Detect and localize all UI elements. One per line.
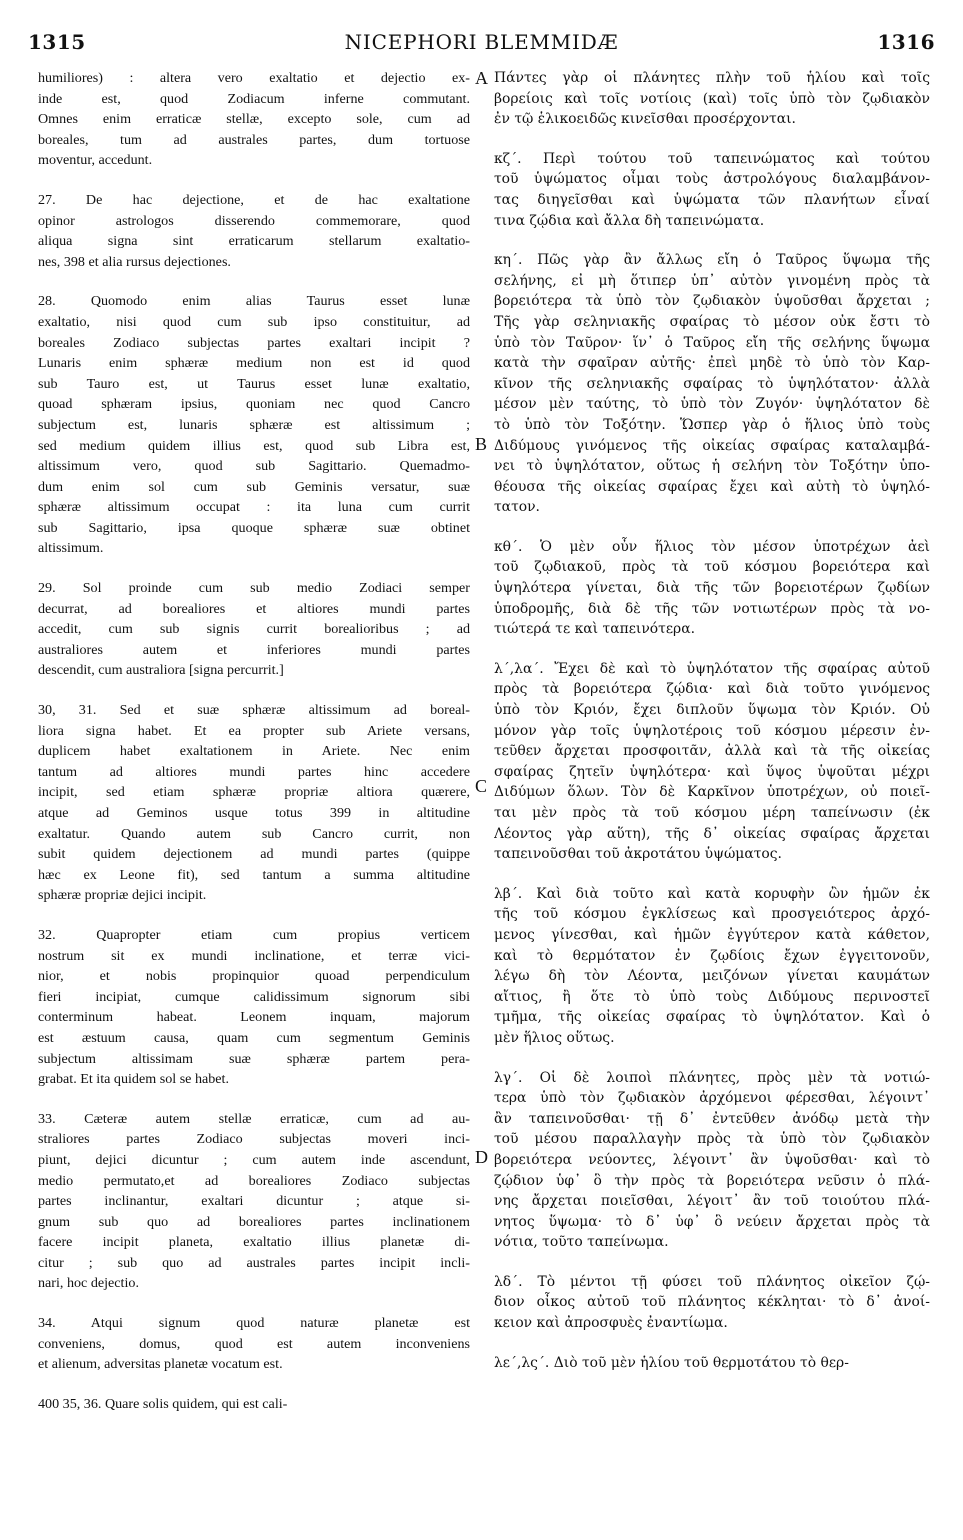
greek-line: κζ΄. Περὶ τούτου τοῦ ταπεινώματος καὶ τούτου xyxy=(494,150,930,167)
greek-line: τοῦ μέσου παραλλαγὴν πρὸς τὰ ὑπὸ τὸν ζῳδιακὸν xyxy=(494,1131,930,1148)
greek-line: ὑψηλότερα γίνεται, διὰ τῆς τῶν βορειοτέρων ζῳδίων xyxy=(494,580,930,597)
greek-line: τοῦ ζῳδιακοῦ, πρὸς τὰ τοῦ κόσμου βορειότερα καὶ xyxy=(494,559,930,576)
greek-line: λέγω δὴ τὸν Λέοντα, μειζόνων γίνεται καυμάτων xyxy=(494,968,930,985)
greek-line: τερα ὑπὸ τὸν ζῳδιακὸν ἀρχόμενοι φέρεσθαι, λέγοιντ᾽ xyxy=(494,1090,930,1107)
greek-line: ταπεινοῦσθαι τοῦ ἀκροτάτου ὑψώματος. xyxy=(494,846,782,863)
latin-line: 29. Sol proinde cum sub medio Zodiaci semper xyxy=(38,580,470,597)
greek-line: Πάντες γὰρ οἱ πλάνητες πλὴν τοῦ ἡλίου καὶ τοῖς xyxy=(494,70,930,86)
greek-line: ἂν ταπεινοῦσθαι· τῇ δ᾽ ἐντεῦθεν ἀνόδῳ μετὰ τὴν xyxy=(494,1110,930,1127)
paragraph-gap xyxy=(494,518,930,537)
paragraph-gap xyxy=(38,559,470,578)
latin-line: subjectum altissimam suæ sphæræ partem pera- xyxy=(38,1050,470,1067)
paragraph-gap xyxy=(38,1375,470,1394)
latin-paragraph xyxy=(38,291,470,559)
latin-line: 32. Quapropter etiam cum propius verticem xyxy=(38,926,470,943)
latin-line: nior, et nobis propinquior quoad perpendiculum xyxy=(38,968,470,985)
greek-line: τὸ ὑπὸ τὸν Τοξότην. Ὥσπερ γὰρ ὁ ἥλιος ὑπὸ τοὺς xyxy=(494,416,930,433)
greek-line: τῆς τοῦ κόσμου ἐγκλίσεως καὶ προσγειότερος ἀρχό- xyxy=(494,906,930,923)
margin-letter-a: A xyxy=(475,68,488,88)
latin-paragraph xyxy=(38,1109,470,1294)
latin-line: humiliores) : altera vero exaltatio et dejectio ex- xyxy=(38,70,470,86)
latin-line: gnum sub quo ad borealiores partes inclinationem xyxy=(38,1213,470,1230)
greek-line: σφαίρας ζητεῖν ὑψηλότερα· καὶ ὕψος ὑψοῦται μέχρι xyxy=(494,763,930,780)
latin-line: exaltatio, nisi quod cum sub ipso constituitur, ad xyxy=(38,313,470,330)
latin-line: aliqua signa sint erraticarum stellarum exaltatio- xyxy=(38,233,470,250)
latin-line: australiores autem et inferiores mundi partes xyxy=(38,641,470,658)
latin-line: decurrat, ad borealiores et altiores mundi partes xyxy=(38,600,470,617)
latin-paragraph xyxy=(38,1313,470,1375)
latin-line: fieri incipiat, cumque calidissimum signorum sibi xyxy=(38,988,470,1005)
latin-line: atque ad Geminos usque totus 399 in altitudine xyxy=(38,805,470,821)
latin-line: liora signa habet. Et ea propter sub Ariete versans, xyxy=(38,722,470,739)
greek-line: νει τὸ ὑψηλότατον, οὕτως ἡ σελήνη τὸν Τοξότην ὑπο- xyxy=(494,458,930,475)
latin-line: nostrum sit ex mundi inclinatione, et terræ vici- xyxy=(38,947,470,964)
greek-line: τινα ζῴδια καὶ ἄλλα δὴ ταπεινώματα. xyxy=(494,212,765,229)
greek-line: λγ΄. Οἱ δὲ λοιποὶ πλάνητες, πρὸς μὲν τὰ νοτιώ- xyxy=(494,1069,930,1086)
margin-letter-b: B xyxy=(475,434,488,454)
greek-line: κῖνον τῆς σεληνιακῆς σφαίρας τὸ ὑψηλότατον· ἀλλὰ xyxy=(494,375,930,392)
greek-line: ὑποδρομῆς, διὰ δὲ τῆς τῶν νοτιωτέρων πρὸς τὰ νο- xyxy=(494,600,930,617)
latin-line: sphæræ propriæ dejici incipit. xyxy=(38,887,207,904)
greek-line: μέσον μὲν ταύτης, τὸ ὑπὸ τὸν Ζυγόν· ὑψηλότατον δὲ xyxy=(494,396,930,413)
latin-line: sub Sagittario, ipsa quoque sphæræ suæ obtinet xyxy=(38,519,470,536)
paragraph-gap xyxy=(494,1049,930,1068)
greek-line: θέουσα τῆς οἰκείας σφαίρας ἔχει καὶ αὐτὴ τὸ ὑψηλό- xyxy=(494,478,930,495)
paragraph-gap xyxy=(494,640,930,659)
latin-line: inde est, quod Zodiacum inferne commutant. xyxy=(38,90,470,107)
latin-line: Lunaris enim sphæræ medium non est id quod xyxy=(38,355,470,372)
greek-line: μενος γίνεσθαι, καὶ ἡμῶν ἐγγύτερον κατὰ κάθετον, xyxy=(494,926,930,943)
latin-paragraph xyxy=(38,68,470,171)
greek-line: τεῦθεν ἄρχεται προσφοιτᾶν, ἀλλὰ καὶ τὰ τῆς οἰκείας xyxy=(494,743,930,760)
greek-line: ἐν τῷ ἑλικοειδῶς κινεῖσθαι προσέρχονται. xyxy=(494,111,796,128)
latin-line: duplicem habet exaltationem in Ariete. Nec enim xyxy=(38,743,470,760)
greek-paragraph xyxy=(494,250,930,518)
page-number-left: 1315 xyxy=(28,30,86,54)
latin-column xyxy=(38,68,470,1414)
greek-line: κη΄. Πῶς γὰρ ἂν ἄλλως εἴη ὁ Ταῦρος ὕψωμα τῆς xyxy=(494,252,930,269)
greek-line: νότια, τοῦτο ταπείνωμα. xyxy=(494,1234,669,1251)
latin-line: moventur, accedunt. xyxy=(38,152,153,169)
greek-paragraph xyxy=(494,1353,930,1374)
latin-paragraph xyxy=(38,190,470,272)
greek-line: βορειότερα τὰ ὑπὸ τὸν ζῳδιακὸν ὑψοῦσθαι ἄρχεται ; xyxy=(494,293,930,310)
paragraph-gap xyxy=(494,130,930,149)
greek-line: λε΄,λς΄. Διὸ τοῦ μὲν ἡλίου τοῦ θερμοτάτου τὸ θερ- xyxy=(494,1354,849,1371)
latin-line: Omnes enim erraticæ stellæ, excepto sole, cum ad xyxy=(38,111,470,128)
latin-line: quoad sphæram ipsius, quoniam nec quod Cancro xyxy=(38,396,470,413)
paragraph-gap xyxy=(38,1090,470,1109)
greek-line: τατον. xyxy=(494,499,540,516)
paragraph-gap xyxy=(38,1294,470,1313)
latin-line: subit quidem dejectionem ad mundi partes (quippe xyxy=(38,846,470,863)
latin-line: exaltatur. Quando autem sub Cancro currit, non xyxy=(38,825,470,842)
greek-line: μόνον γὰρ τοῖς ὑψηλοτέροις τοῦ κόσμου μέρεσιν ἐν- xyxy=(494,722,930,739)
greek-line: καὶ τὸ θερμότατον ἐν ζῳδίοις ἔχων ἐγγειτονοῦν, xyxy=(494,947,930,964)
latin-line: facere incipit planeta, exaltatio illius planetæ di- xyxy=(38,1234,470,1251)
paragraph-gap xyxy=(38,171,470,190)
latin-line: sub Tauro est, ut Taurus esset lunæ exaltatio, xyxy=(38,375,470,392)
greek-paragraph xyxy=(494,659,930,865)
running-head: NICEPHORI BLEMMIDÆ xyxy=(344,30,619,54)
latin-line: boreales Zodiaco subjectas partes exaltari incipit ? xyxy=(38,334,470,351)
latin-line: 34. Atqui signum quod naturæ planetæ est xyxy=(38,1315,470,1332)
greek-line: ζῴδιον ὑφ᾽ ὃ τὴν πρὸς τὰ βορειότερα νεῦσιν ὁ πλά- xyxy=(494,1172,930,1189)
greek-line: τμῆμα, τῆς οἰκείας σφαίρας τὸ ὑψηλότατον. Καὶ ὁ xyxy=(494,1009,930,1026)
latin-paragraph xyxy=(38,578,470,681)
greek-line: τας διηγεῖσθαι καὶ ὑψώματα τῶν πλανήτων εἶναί xyxy=(494,191,930,208)
greek-line: Τῆς γὰρ σεληνιακῆς σφαίρας τὸ μέσον οὐκ ἔστι τὸ xyxy=(494,313,930,330)
latin-line: partes inclinantur, exaltari dicuntur ; atque si- xyxy=(38,1193,470,1210)
paragraph-gap xyxy=(494,1253,930,1272)
page-number-right: 1316 xyxy=(877,30,935,54)
latin-line: hæc ex Leone fit), sed tantum a summa altitudine xyxy=(38,866,470,883)
greek-line: λδ΄. Τὸ μέντοι τῇ φύσει τοῦ πλάνητος οἰκεῖον ζῴ- xyxy=(494,1273,930,1290)
latin-line: nari, hoc dejectio. xyxy=(38,1275,139,1292)
greek-line: βορείοις καὶ τοῖς νοτίοις (καὶ) τοῖς ὑπὸ τὸν ζῳδιακὸν xyxy=(494,90,930,107)
greek-line: νης ἄρχεται ποιεῖσθαι, λέγοιτ᾽ ἂν τοῦ τοιούτου πλά- xyxy=(494,1193,930,1210)
latin-line: 400 35, 36. Quare solis quidem, qui est cali- xyxy=(38,1395,288,1412)
greek-line: ται μὲν πρὸς τὰ τοῦ κόσμου μέρη ταπείνωσιν (ἐκ xyxy=(494,805,930,821)
greek-paragraph xyxy=(494,1068,930,1253)
greek-line: Διδύμων ὅλων. Τὸν δὲ Καρκῖνον ὑποτρέχων, οὐ ποιεῖ- xyxy=(494,784,930,801)
greek-line: βορειότερα νεύοντες, λέγοιντ᾽ ἂν ὑψοῦσθαι· καὶ τὸ xyxy=(494,1151,930,1168)
greek-line: πρὸς τὰ βορειότερα ζῴδια· καὶ διὰ τοῦτο γινόμενος xyxy=(494,681,930,698)
greek-line: τιώτερά τε καὶ ταπεινότερα. xyxy=(494,621,696,638)
latin-line: dum enim sol cum sub Geminis versatur, suæ xyxy=(38,478,470,495)
latin-line: altissimum. xyxy=(38,540,104,557)
paragraph-gap xyxy=(38,681,470,700)
margin-letter-d: D xyxy=(475,1147,488,1167)
latin-line: piunt, dejici dicuntur ; cum autem inde ascendunt, xyxy=(38,1151,470,1168)
latin-line: accedit, cum sub signis currit borealioribus ; ad xyxy=(38,621,470,638)
paragraph-gap xyxy=(494,865,930,884)
greek-paragraph xyxy=(494,1272,930,1334)
latin-line: straliores partes Zodiaco subjectas moveri inci- xyxy=(38,1131,470,1148)
greek-line: τοῦ ὑψώματος οἶμαι τοὺς ἀστρολόγους διαλαμβάνον- xyxy=(494,171,930,188)
latin-line: nes, 398 et alia rursus dejectiones. xyxy=(38,253,231,270)
greek-line: κειον καὶ ἀπροσφυὲς ἐναντίωμα. xyxy=(494,1315,728,1332)
latin-line: sphæræ altissimum occupat : ita luna cum currit xyxy=(38,499,470,516)
page-header xyxy=(28,30,935,60)
latin-line: incipit, sed etiam sphæræ propriæ altiora quærere, xyxy=(38,784,470,801)
latin-line: et alienum, adversitas planetæ vocatum est. xyxy=(38,1356,283,1373)
greek-line: ὑπὸ τὸν Κριόν, ἔχει διπλοῦν ὕψωμα τὸν Κριόν. Οὐ xyxy=(494,702,930,719)
latin-line: altissimum vero, quod sub Sagittario. Quemadmo- xyxy=(38,458,470,475)
greek-paragraph xyxy=(494,68,930,130)
latin-line: 28. Quomodo enim alias Taurus esset lunæ xyxy=(38,293,470,310)
latin-line: citur ; sub quo ad australes partes incipit incli- xyxy=(38,1254,470,1271)
latin-line: medio permutato,et ad borealiores Zodiaco subjectas xyxy=(38,1172,470,1189)
greek-line: νητος ὕψωμα· τὸ δ᾽ ὑφ᾽ ὃ νεύειν ἄρχεται πρὸς τὰ xyxy=(494,1213,930,1230)
greek-paragraph xyxy=(494,149,930,231)
paragraph-gap xyxy=(38,272,470,291)
latin-paragraph xyxy=(38,1394,470,1415)
latin-line: grabat. Et ita quidem sol se habet. xyxy=(38,1071,229,1088)
paragraph-gap xyxy=(38,906,470,925)
latin-line: conveniens, domus, quod est autem inconveniens xyxy=(38,1335,470,1352)
greek-line: Λέοντος γὰρ αὕτη), τῆς δ᾽ οἰκείας σφαίρας ἄρχεται xyxy=(494,825,930,842)
margin-letter-c: C xyxy=(475,776,488,796)
latin-paragraph xyxy=(38,925,470,1090)
greek-line: Διδύμους γινόμενος τῆς οἰκείας σφαίρας καταλαμβά- xyxy=(494,437,930,454)
greek-line: λ΄,λα΄. Ἔχει δὲ καὶ τὸ ὑψηλότατον τῆς σφαίρας αὐτοῦ xyxy=(494,660,930,677)
greek-line: ὑπὸ τὸν Ταῦρον· ἵν᾽ ὁ Ταῦρος εἴη τῆς σελήνης ὕψωμα xyxy=(494,334,930,351)
latin-line: subjectum est, lunaris sphæræ est altissimum ; xyxy=(38,416,470,433)
latin-line: tantum ad altiores mundi partes hinc accedere xyxy=(38,763,470,780)
greek-line: σελήνης, εἰ μὴ ὅτιπερ ὑπ᾽ αὐτὸν γινομένη πρὸς τὰ xyxy=(494,272,930,289)
latin-line: boreales, tum ad australes partes, dum tortuose xyxy=(38,131,470,148)
latin-line: est æstuum causa, quam cum segmentum Geminis xyxy=(38,1029,470,1046)
latin-line: 30, 31. Sed et suæ sphæræ altissimum ad boreal- xyxy=(38,702,470,719)
paragraph-gap xyxy=(494,1334,930,1353)
greek-line: λβ΄. Καὶ διὰ τοῦτο καὶ κατὰ κορυφὴν ὢν ἡμῶν ἐκ xyxy=(494,885,930,902)
greek-paragraph xyxy=(494,884,930,1049)
greek-line: αἴτιος, ἢ ὅτε τὸ ὑπὸ τοὺς Διδύμους περινοστεῖ xyxy=(494,988,930,1005)
latin-line: 27. De hac dejectione, et de hac exaltatione xyxy=(38,191,470,208)
latin-line: descendit, cum australiora [signa percurrit.] xyxy=(38,662,284,679)
latin-line: 33. Cæteræ autem stellæ erraticæ, cum ad au- xyxy=(38,1110,470,1127)
greek-line: κθ΄. Ὁ μὲν οὖν ἥλιος τὸν μέσον ὑποτρέχων ἀεὶ xyxy=(494,538,930,555)
latin-line: sed medium quidem illius est, quod sub Libra est, xyxy=(38,437,470,454)
latin-line: conterminum habeat. Leonem inquam, majorum xyxy=(38,1009,470,1026)
greek-line: κατὰ τὴν σφαῖραν αὐτῆς· ἐπεὶ μηδὲ τὸ ὑπὸ τὸν Καρ- xyxy=(494,355,930,372)
latin-line: opinor astrologos disserendo commemorare, quod xyxy=(38,212,470,229)
greek-column xyxy=(494,68,930,1373)
paragraph-gap xyxy=(494,231,930,250)
greek-line: μὲν ἥλιος οὕτως. xyxy=(494,1029,615,1046)
greek-paragraph xyxy=(494,537,930,640)
latin-paragraph xyxy=(38,700,470,906)
greek-line: διον οἶκος αὐτοῦ τοῦ πλάνητος κέκληται· τὸ δ᾽ ἀνοί- xyxy=(494,1294,930,1311)
